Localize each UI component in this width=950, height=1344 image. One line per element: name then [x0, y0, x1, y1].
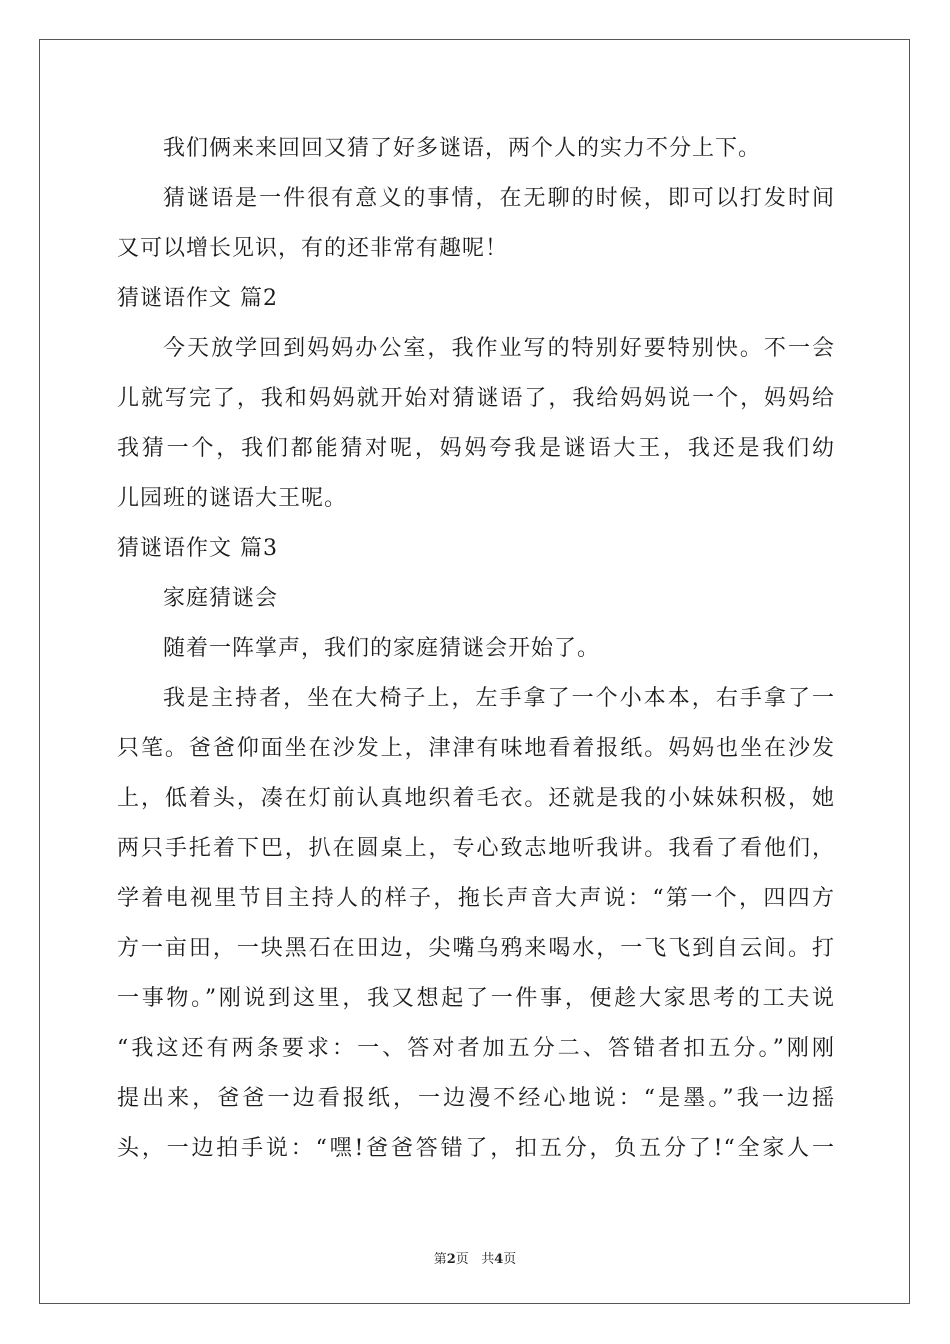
- footer-prefix: 第: [433, 1252, 447, 1267]
- paragraph-line: “我这还有两条要求：一、答对者加五分二、答错者扣五分。”刚刚: [117, 1036, 835, 1061]
- paragraph-line: 一事物。”刚说到这里，我又想起了一件事，便趁大家思考的工夫说: [117, 986, 835, 1011]
- paragraph-line: 我是主持者，坐在大椅子上，左手拿了一个小本本，右手拿了一: [163, 686, 835, 711]
- paragraph-line: 猜谜语是一件很有意义的事情，在无聊的时候，即可以打发时间: [163, 186, 835, 211]
- section-heading: 猜谜语作文 篇3: [117, 536, 278, 561]
- paragraph-line: 随着一阵掌声，我们的家庭猜谜会开始了。: [163, 636, 601, 661]
- total-pages-number: 4: [494, 1252, 504, 1267]
- paragraph-line: 又可以增长见识，有的还非常有趣呢！: [117, 236, 509, 261]
- current-page-number: 2: [446, 1252, 456, 1267]
- paragraph-line: 头，一边拍手说：“嘿!爸爸答错了，扣五分，负五分了!“全家人一: [117, 1136, 835, 1161]
- paragraph-line: 提出来，爸爸一边看报纸，一边漫不经心地说：“是墨。”我一边摇: [117, 1086, 835, 1111]
- paragraph-line: 我们俩来来回回又猜了好多谜语，两个人的实力不分上下。: [163, 136, 762, 161]
- footer-mid: 页 共: [455, 1252, 495, 1267]
- paragraph-line: 我猜一个，我们都能猜对呢，妈妈夸我是谜语大王，我还是我们幼: [117, 436, 835, 461]
- footer-suffix: 页: [503, 1252, 517, 1267]
- paragraph-line: 只笔。爸爸仰面坐在沙发上，津津有味地看着报纸。妈妈也坐在沙发: [117, 736, 835, 761]
- essay-title: 家庭猜谜会: [163, 586, 279, 611]
- paragraph-line: 学着电视里节目主持人的样子，拖长声音大声说：“第一个，四四方: [117, 886, 835, 911]
- document-body: [117, 124, 835, 1174]
- paragraph-line: 儿园班的谜语大王呢。: [117, 486, 348, 511]
- section-heading: 猜谜语作文 篇2: [117, 286, 278, 311]
- paragraph-line: 方一亩田，一块黑石在田边，尖嘴乌鸦来喝水，一飞飞到自云间。打: [117, 936, 835, 961]
- paragraph-line: 两只手托着下巴，扒在圆桌上，专心致志地听我讲。我看了看他们，: [117, 836, 835, 861]
- page-footer: [0, 1248, 950, 1267]
- paragraph-line: 今天放学回到妈妈办公室，我作业写的特别好要特别快。不一会: [163, 336, 835, 361]
- paragraph-line: 儿就写完了，我和妈妈就开始对猜谜语了，我给妈妈说一个，妈妈给: [117, 386, 835, 411]
- paragraph-line: 上，低着头，凑在灯前认真地织着毛衣。还就是我的小妹妹积极，她: [117, 786, 835, 811]
